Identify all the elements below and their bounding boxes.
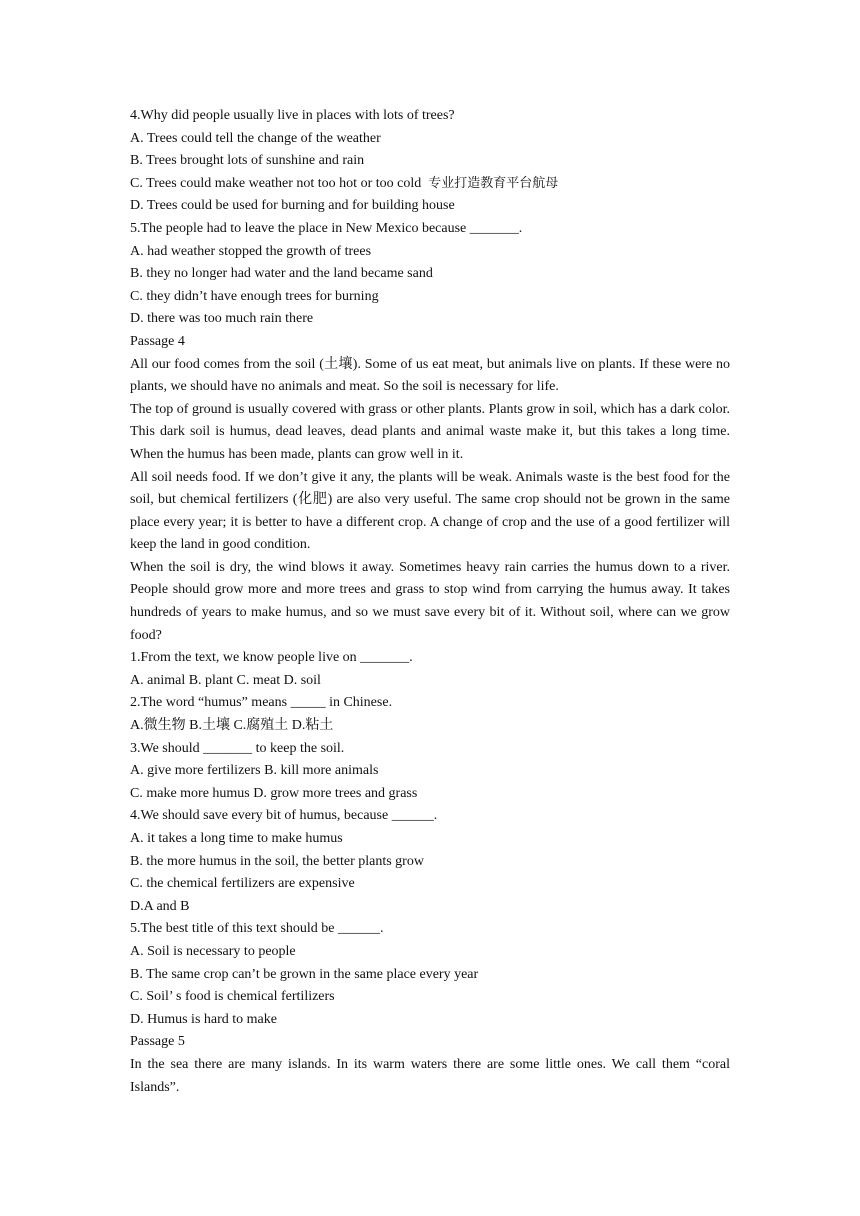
answer-option: B. they no longer had water and the land became sand: [130, 266, 433, 282]
answer-option: A. Trees could tell the change of the weather: [130, 130, 381, 146]
question-stem: 3.We should _______ to keep the soil.: [130, 740, 345, 756]
answer-option: C. Soil’ s food is chemical fertilizers: [130, 989, 335, 1005]
answer-option: C. the chemical fertilizers are expensive: [130, 876, 355, 892]
passage-heading: Passage 5: [130, 1034, 185, 1050]
question-stem: 4.We should save every bit of humus, because ______.: [130, 808, 438, 824]
answer-option: A. had weather stopped the growth of trees: [130, 243, 372, 259]
passage-paragraph: The top of ground is usually covered with grass or other plants. Plants grow in soil, which has a dark color. This dark soil is humus, dead leaves, dead plants and animal waste make it, but this takes a long time. When the humus has been made, plants can grow well in it.: [130, 401, 730, 462]
answer-option: D. Trees could be used for burning and for building house: [130, 198, 455, 214]
passage-heading: Passage 4: [130, 333, 185, 349]
question-stem: 5.The best title of this text should be ______.: [130, 921, 384, 937]
answer-options: A.微生物 B.土壤 C.腐殖土 D.粘土: [130, 718, 334, 734]
question-stem: 1.From the text, we know people live on _______.: [130, 650, 413, 666]
answer-option-with-watermark: [130, 173, 730, 196]
answer-option: D. Humus is hard to make: [130, 1011, 277, 1027]
question-stem: 5.The people had to leave the place in New Mexico because _______.: [130, 220, 523, 236]
answer-option: D.A and B: [130, 898, 190, 914]
question-stem: 2.The word “humus” means _____ in Chinese.: [130, 695, 393, 711]
answer-option: A. it takes a long time to make humus: [130, 831, 343, 846]
passage-paragraph: When the soil is dry, the wind blows it away. Sometimes heavy rain carries the humus down to a river. People should grow more and more trees and grass to stop wind from carrying the humus away. It takes hundreds of years to make humus, and so we must save every bit of it. Without soil, where can we grow food?: [130, 559, 730, 643]
answer-options: A. give more fertilizers B. kill more animals: [130, 763, 379, 779]
passage-paragraph: All our food comes from the soil (土壤). Some of us eat meat, but animals live on plants. If these were no plants, we should have no animals and meat. So the soil is necessary for life.: [130, 356, 730, 395]
document-page: [130, 105, 730, 1099]
answer-option: B. Trees brought lots of sunshine and rain: [130, 153, 365, 169]
passage-paragraph: In the sea there are many islands. In its warm waters there are some little ones. We call them “coral Islands”.: [130, 1056, 730, 1095]
answer-options: A. animal B. plant C. meat D. soil: [130, 672, 321, 688]
passage-paragraph: All soil needs food. If we don’t give it any, the plants will be weak. Animals waste is the best food for the soil, but chemical fertilizers (化肥) are also very useful. The same crop should not be grown in the same place every year; it is better to have a different crop. A change of crop and the use of a good fertilizer will keep the land in good condition.: [130, 469, 730, 553]
answer-option: C. they didn’t have enough trees for burning: [130, 288, 379, 304]
answer-option: C. Trees could make weather not too hot or too cold: [130, 175, 422, 191]
answer-option: B. The same crop can’t be grown in the same place every year: [130, 966, 479, 982]
question-stem: 4.Why did people usually live in places with lots of trees?: [130, 108, 455, 123]
answer-options: C. make more humus D. grow more trees and grass: [130, 785, 418, 801]
watermark-text: 专业打造教育平台航母: [428, 175, 559, 191]
answer-option: A. Soil is necessary to people: [130, 943, 296, 959]
answer-option: D. there was too much rain there: [130, 311, 314, 327]
answer-option: B. the more humus in the soil, the better plants grow: [130, 853, 424, 869]
